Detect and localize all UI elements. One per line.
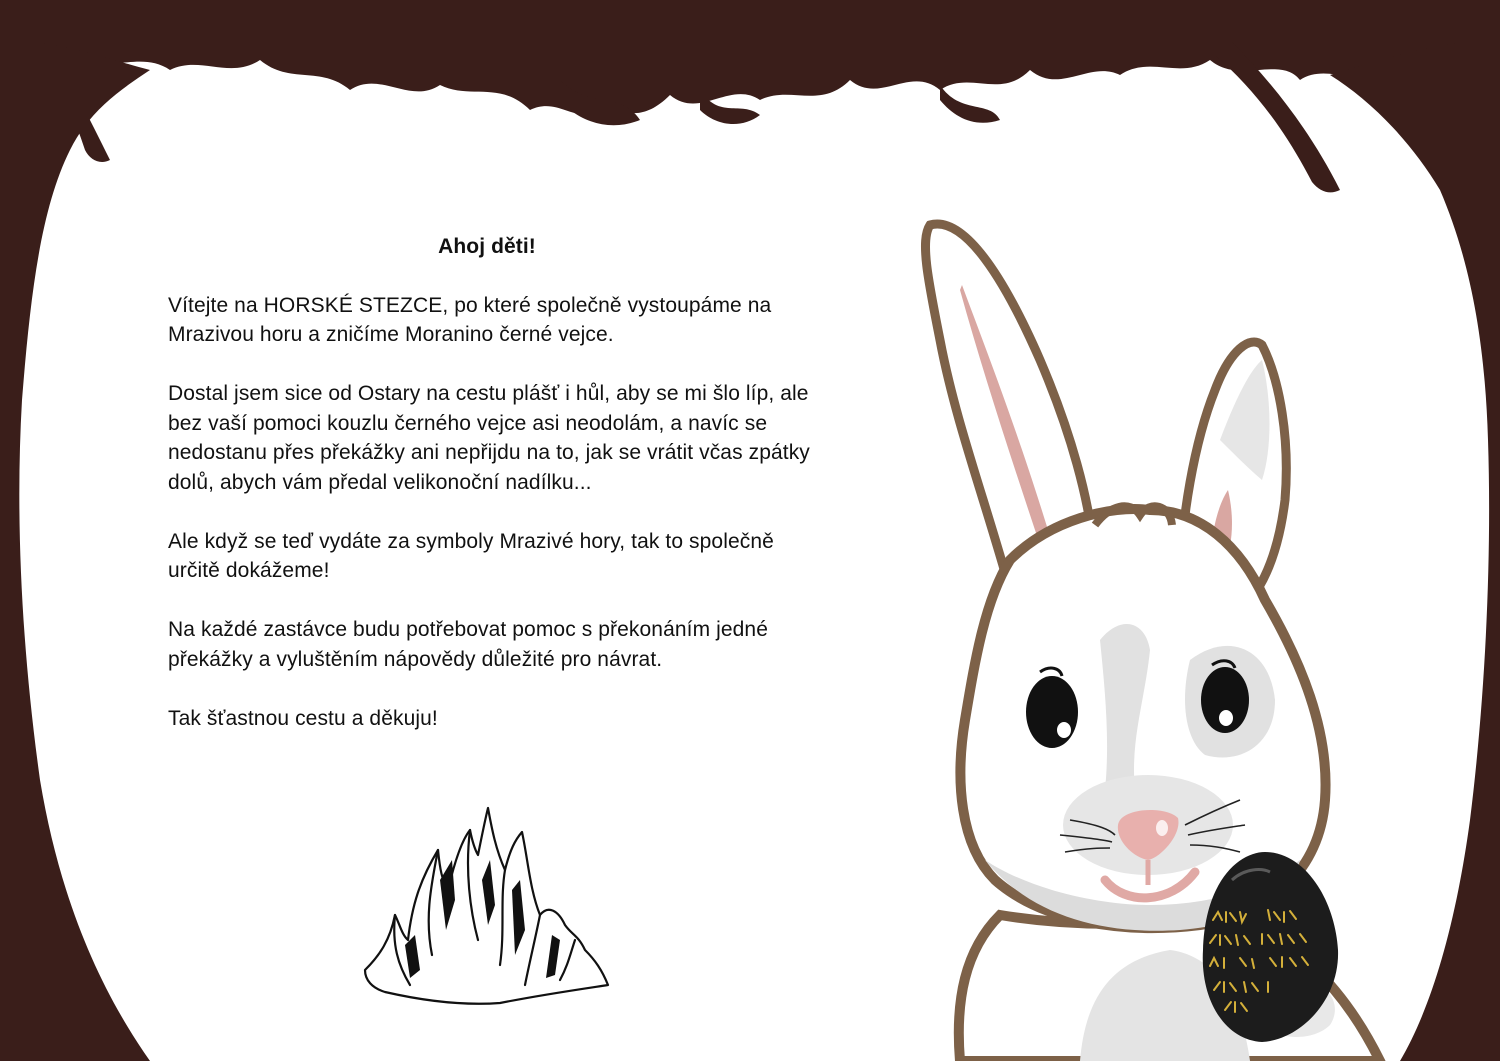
bunny-left-eye xyxy=(1026,676,1078,748)
paragraph-farewell: Tak šťastnou cestu a děkuju! xyxy=(168,706,438,730)
paragraph-stops: Na každé zastávce budu potřebovat pomoc s překonáním jedné překážky a vyluštěním nápovědy důležité pro návrat. xyxy=(168,618,768,671)
paragraph-story: Dostal jsem sice od Ostary na cestu plášť i hůl, aby se mi šlo líp, ale bez vaší pomoci kouzlu černého vejce asi neodolám, a navíc se nedostanu přes překážky ani nepřijdu na to, jak se vrátit včas zpátky dolů, abych vám předal velikonoční nadílku... xyxy=(168,382,810,494)
bunny-right-eye-highlight xyxy=(1219,710,1233,726)
paragraph-intro: Vítejte na HORSKÉ STEZCE, po které společně vystoupáme na Mrazivou horu a zničíme Moranino černé vejce. xyxy=(168,293,772,346)
paragraph-symbols: Ale když se teď vydáte za symboly Mrazivé hory, tak to společně určitě dokážeme! xyxy=(168,529,774,582)
bunny-left-eye-highlight xyxy=(1057,722,1071,738)
greeting-heading: Ahoj děti! xyxy=(438,235,536,258)
bunny-nose-highlight xyxy=(1156,820,1168,836)
letter-text xyxy=(168,232,818,763)
